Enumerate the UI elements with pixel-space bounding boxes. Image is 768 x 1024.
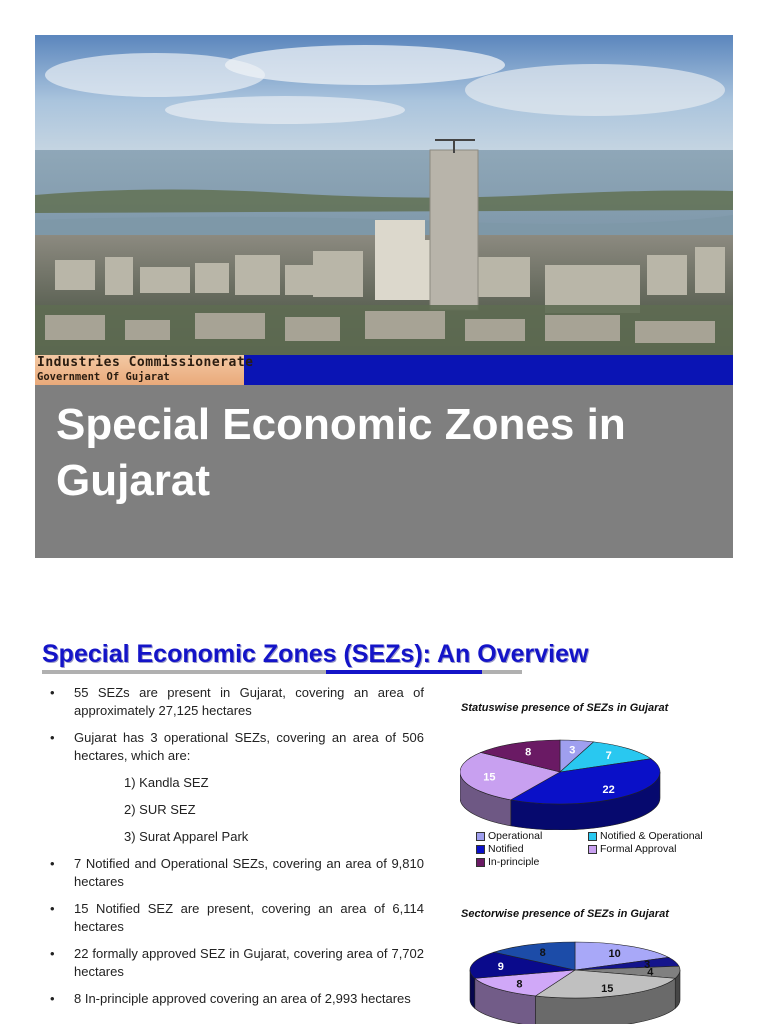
logo-line-1: Industries Commissionerate	[37, 355, 254, 370]
legend-item-notified-operational	[588, 830, 703, 842]
bullet-item: • Gujarat has 3 operational SEZs, covering an area of 506 hectares, which are:	[50, 729, 424, 765]
legend-swatch	[476, 832, 485, 841]
operational-sez-item: 2) SUR SEZ	[124, 802, 196, 817]
legend-item-notified	[476, 843, 524, 855]
status-pie-chart	[460, 730, 680, 830]
legend-item-operational	[476, 830, 542, 842]
status-pie-data-label-1: 7	[605, 750, 612, 763]
logo-line-2: Government Of Gujarat	[37, 371, 170, 383]
overview-heading: Special Economic Zones (SEZs): An Overview	[42, 640, 589, 668]
sector-pie-data-label-6: 8	[539, 946, 546, 959]
legend-swatch	[476, 845, 485, 854]
legend-swatch	[588, 845, 597, 854]
heading-rule-gray-end	[482, 670, 522, 674]
status-chart-title: Statuswise presence of SEZs in Gujarat	[461, 702, 669, 714]
sector-pie-data-label-0: 10	[608, 947, 621, 960]
operational-sez-item: 3) Surat Apparel Park	[124, 829, 249, 844]
overview-bullet-list	[50, 684, 424, 1017]
sector-pie-data-label-5: 9	[497, 961, 504, 974]
sector-pie-data-label-4: 8	[516, 978, 523, 991]
sector-pie-data-label-3: 15	[601, 983, 614, 996]
header-banner	[35, 355, 733, 385]
sector-pie-data-label-1: 3	[644, 958, 651, 971]
legend-item-in-principle	[476, 856, 539, 868]
city-skyline-photo	[35, 35, 733, 355]
bullet-item: • 7 Notified and Operational SEZs, covering an area of 9,810 hectares	[50, 855, 424, 891]
operational-sez-item: 1) Kandla SEZ	[124, 775, 209, 790]
sector-pie-chart	[465, 936, 695, 1024]
title-panel	[35, 385, 733, 558]
sector-chart-title: Sectorwise presence of SEZs in Gujarat	[461, 908, 669, 920]
legend-label: Operational	[488, 830, 543, 842]
legend-label: Formal Approval	[600, 843, 677, 855]
legend-item-formal-approval	[588, 843, 676, 855]
sector-pie-data-label-2: 4	[647, 966, 654, 979]
title-slide	[35, 35, 733, 558]
status-pie-data-label-3: 15	[483, 771, 496, 784]
legend-swatch	[476, 858, 485, 867]
bullet-item: • 22 formally approved SEZ in Gujarat, covering area of 7,702 hectares	[50, 945, 424, 981]
legend-label: Notified & Operational	[600, 830, 703, 842]
status-pie-data-label-0: 3	[569, 744, 576, 757]
legend-label: Notified	[488, 843, 524, 855]
status-pie-data-label-2: 22	[602, 783, 615, 796]
bullet-item: • 55 SEZs are present in Gujarat, covering an area of approximately 27,125 hectares	[50, 684, 424, 720]
legend-swatch	[588, 832, 597, 841]
slide-title: Special Economic Zones in Gujarat	[56, 400, 626, 505]
bullet-item: • 8 In-principle approved covering an area of 2,993 hectares	[50, 990, 424, 1008]
heading-rule-blue	[326, 670, 482, 674]
industries-commissionerate-logo	[35, 355, 254, 385]
heading-rule-gray	[42, 670, 326, 674]
legend-label: In-principle	[488, 856, 540, 868]
bullet-item: • 15 Notified SEZ are present, covering an area of 6,114 hectares	[50, 900, 424, 936]
status-pie-data-label-4: 8	[525, 746, 532, 759]
